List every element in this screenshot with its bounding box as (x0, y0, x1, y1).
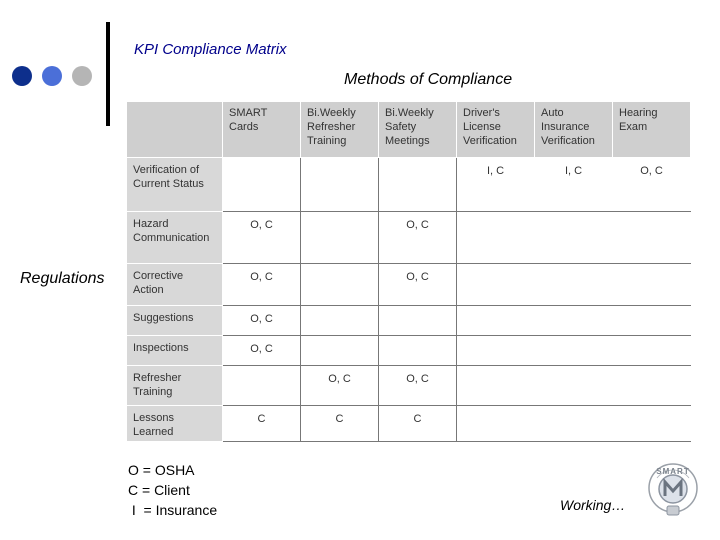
regulations-label: Regulations (20, 270, 105, 287)
legend-item: I = Insurance (128, 502, 218, 518)
matrix-cell: O, C (301, 366, 379, 406)
row-label: Lessons Learned (127, 406, 223, 442)
matrix-cell (457, 406, 535, 442)
matrix-cell: C (301, 406, 379, 442)
column-header: Auto Insurance Verification (535, 102, 613, 158)
decor-dot-1 (12, 66, 32, 86)
matrix-cell (457, 366, 535, 406)
matrix-cell (535, 306, 613, 336)
column-header: Bi.Weekly Refresher Training (301, 102, 379, 158)
matrix-cell (379, 306, 457, 336)
matrix-cell: O, C (379, 366, 457, 406)
matrix-cell (301, 264, 379, 306)
column-header: Driver's License Verification (457, 102, 535, 158)
matrix-cell: C (223, 406, 301, 442)
row-label: Inspections (127, 336, 223, 366)
matrix-cell (457, 212, 535, 264)
row-label: Corrective Action (127, 264, 223, 306)
table-row (127, 264, 691, 306)
table-row (127, 406, 691, 442)
matrix-cell (223, 366, 301, 406)
row-label: Suggestions (127, 306, 223, 336)
matrix-cell (301, 158, 379, 212)
matrix-cell: O, C (223, 336, 301, 366)
table-row (127, 212, 691, 264)
matrix-cell (535, 212, 613, 264)
matrix-cell (379, 158, 457, 212)
matrix-cell (379, 336, 457, 366)
table-row (127, 336, 691, 366)
matrix-cell: O, C (223, 212, 301, 264)
row-label: Hazard Communication (127, 212, 223, 264)
matrix-cell (301, 212, 379, 264)
matrix-cell: I, C (457, 158, 535, 212)
header-corner (127, 102, 223, 158)
legend-item: C = Client (128, 482, 190, 498)
row-label: Refresher Training (127, 366, 223, 406)
matrix-cell: O, C (223, 306, 301, 336)
matrix-cell (613, 336, 691, 366)
matrix-cell (457, 264, 535, 306)
title-divider (106, 22, 110, 126)
matrix-cell: C (379, 406, 457, 442)
legend-item: O = OSHA (128, 462, 195, 478)
matrix-cell (535, 264, 613, 306)
matrix-cell: O, C (379, 264, 457, 306)
decor-dot-3 (72, 66, 92, 86)
table-row (127, 366, 691, 406)
slide-title: KPI Compliance Matrix (134, 41, 287, 58)
matrix-cell (457, 306, 535, 336)
table-row (127, 306, 691, 336)
matrix-cell (223, 158, 301, 212)
methods-heading: Methods of Compliance (344, 71, 513, 88)
matrix-cell (613, 406, 691, 442)
matrix-cell: O, C (613, 158, 691, 212)
header-row (127, 102, 691, 158)
matrix-cell (535, 406, 613, 442)
column-header: SMART Cards (223, 102, 301, 158)
table-row (127, 158, 691, 212)
matrix-cell (613, 212, 691, 264)
decor-dot-2 (42, 66, 62, 86)
matrix-cell (457, 336, 535, 366)
matrix-cell (613, 306, 691, 336)
matrix-cell (535, 336, 613, 366)
matrix-cell (613, 366, 691, 406)
matrix-cell (301, 336, 379, 366)
status-text: Working… (560, 497, 626, 513)
matrix-cell (301, 306, 379, 336)
matrix-cell: O, C (379, 212, 457, 264)
compliance-matrix (126, 101, 691, 442)
column-header: Hearing Exam (613, 102, 691, 158)
legend (128, 460, 217, 520)
smart-logo-icon (645, 462, 701, 522)
matrix-cell (535, 366, 613, 406)
logo-text: SMART (656, 467, 690, 476)
matrix-cell: O, C (223, 264, 301, 306)
column-header: Bi.Weekly Safety Meetings (379, 102, 457, 158)
matrix-cell: I, C (535, 158, 613, 212)
row-label: Verification of Current Status (127, 158, 223, 212)
matrix-cell (613, 264, 691, 306)
